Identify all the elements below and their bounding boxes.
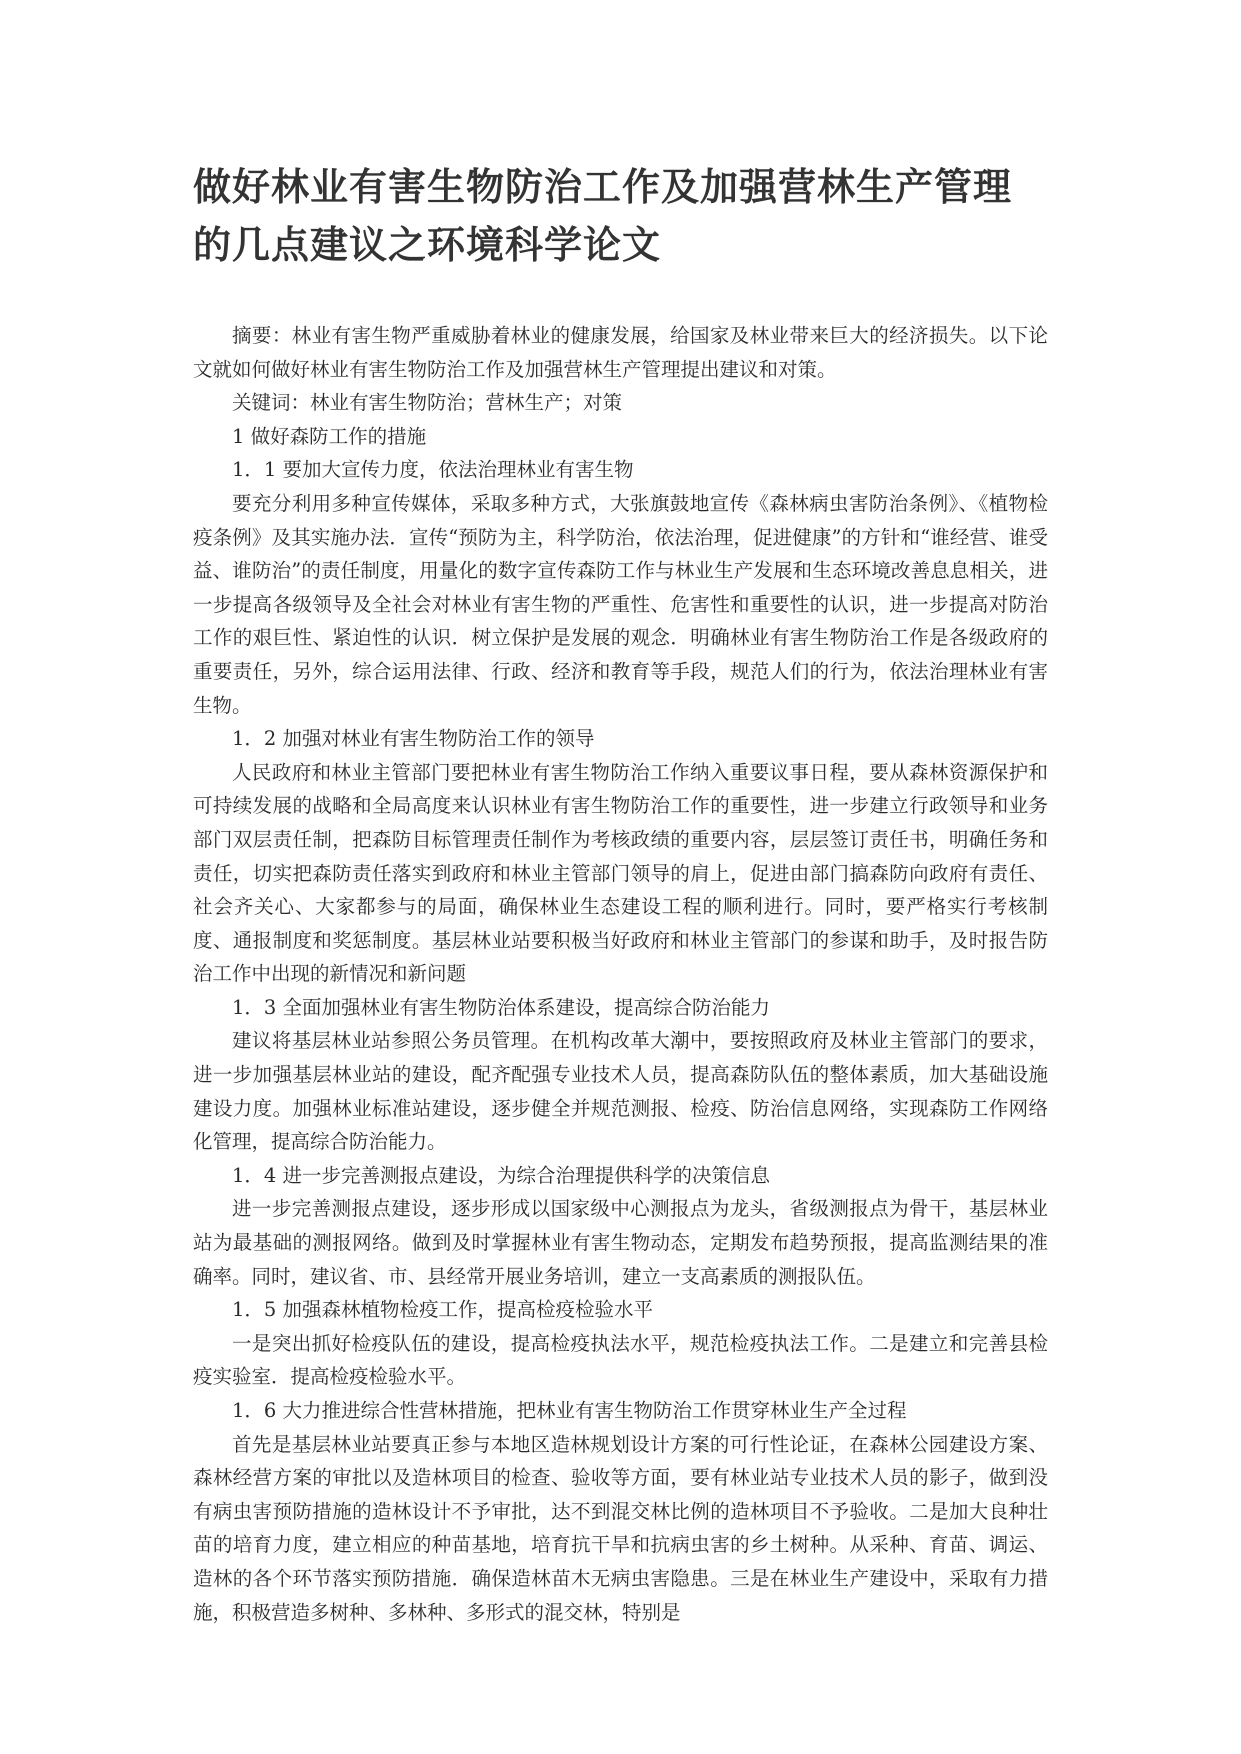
- subsection-heading: 1．4 进一步完善测报点建设，为综合治理提供科学的决策信息: [232, 1163, 771, 1187]
- subsection-heading: 1．1 要加大宣传力度，依法治理林业有害生物: [232, 458, 634, 482]
- keywords-line: 关键词：林业有害生物防治；营林生产；对策: [232, 391, 623, 415]
- abstract-paragraph: 摘要：林业有害生物严重威胁着林业的健康发展，给国家及林业带来巨大的经济损失。以下论文就如何做好林业有害生物防治工作及加强营林生产管理提出建议和对策。: [193, 324, 1048, 381]
- body-paragraph: 进一步完善测报点建设，逐步形成以国家级中心测报点为龙头，省级测报点为骨干，基层林业站为最基础的测报网络。做到及时掌握林业有害生物动态，定期发布趋势预报，提高监测结果的准确率。同时，建议省、市、县经常开展业务培训，建立一支高素质的测报队伍。: [193, 1197, 1048, 1288]
- body-paragraph: 建议将基层林业站参照公务员管理。在机构改革大潮中，要按照政府及林业主管部门的要求，进一步加强基层林业站的建设，配齐配强专业技术人员，提高森防队伍的整体素质，加大基础设施建设力度。加强林业标准站建设，逐步健全并规范测报、检疫、防治信息网络，实现森防工作网络化管理，提高综合防治能力。: [193, 1029, 1048, 1154]
- body-paragraph: 一是突出抓好检疫队伍的建设，提高检疫执法水平，规范检疫执法工作。二是建立和完善县检疫实验室．提高检疫检验水平。: [193, 1331, 1048, 1389]
- document-title: 做好林业有害生物防治工作及加强营林生产管理的几点建议之环境科学论文: [193, 165, 1013, 267]
- document-body: [193, 319, 1048, 1629]
- document-page: [193, 158, 1048, 1629]
- section-heading: 1 做好森防工作的措施: [232, 424, 427, 448]
- subsection-heading: 1．5 加强森林植物检疫工作，提高检疫检验水平: [232, 1298, 654, 1322]
- body-paragraph: 要充分利用多种宣传媒体，采取多种方式，大张旗鼓地宣传《森林病虫害防治条例》、《植物检疫条例》及其实施办法．宣传“预防为主，科学防治，依法治理，促进健康”的方针和“谁经营、谁受益、谁防治”的责任制度，用量化的数字宣传森防工作与林业生产发展和生态环境改善息息相关，进一步提高各级领导及全社会对林业有害生物的严重性、危害性和重要性的认识，进一步提高对防治工作的艰巨性、紧迫性的认识．树立保护是发展的观念．明确林业有害生物防治工作是各级政府的重要责任，另外，综合运用法律、行政、经济和教育等手段，规范人们的行为，依法治理林业有害生物。: [193, 491, 1048, 717]
- subsection-heading: 1．6 大力推进综合性营林措施，把林业有害生物防治工作贯穿林业生产全过程: [232, 1399, 907, 1422]
- body-paragraph: 人民政府和林业主管部门要把林业有害生物防治工作纳入重要议事日程，要从森林资源保护和可持续发展的战略和全局高度来认识林业有害生物防治工作的重要性，进一步建立行政领导和业务部门双层责任制，把森防目标管理责任制作为考核政绩的重要内容，层层签订责任书，明确任务和责任，切实把森防责任落实到政府和林业主管部门领导的肩上，促进由部门搞森防向政府有责任、社会齐关心、大家都参与的局面，确保林业生态建设工程的顺利进行。同时，要严格实行考核制度、通报制度和奖惩制度。基层林业站要积极当好政府和林业主管部门的参谋和助手，及时报告防治工作中出现的新情况和新问题: [193, 760, 1048, 986]
- body-paragraph: 首先是基层林业站要真正参与本地区造林规划设计方案的可行性论证，在森林公园建设方案、森林经营方案的审批以及造林项目的检查、验收等方面，要有林业站专业技术人员的影子，做到没有病虫害预防措施的造林设计不予审批，达不到混交林比例的造林项目不予验收。二是加大良种壮苗的培育力度，建立相应的种苗基地，培育抗干旱和抗病虫害的乡土树种。从采种、育苗、调运、造林的各个环节落实预防措施．确保造林苗木无病虫害隐患。三是在林业生产建设中，采取有力措施，积极营造多树种、多林种、多形式的混交林，特别是: [193, 1432, 1048, 1624]
- subsection-heading: 1．3 全面加强林业有害生物防治体系建设，提高综合防治能力: [232, 995, 771, 1019]
- subsection-heading: 1．2 加强对林业有害生物防治工作的领导: [232, 727, 595, 751]
